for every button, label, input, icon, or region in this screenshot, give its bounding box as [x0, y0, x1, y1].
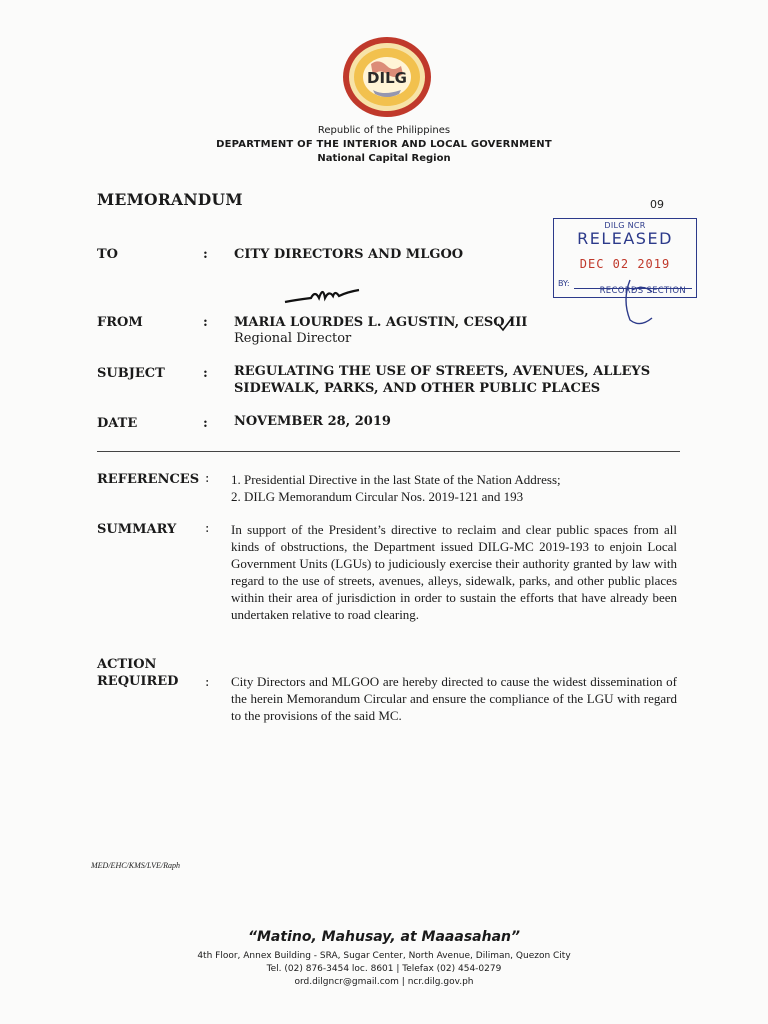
- region-name: National Capital Region: [317, 153, 451, 164]
- reference-initials: MED/EHC/KMS/LVE/Raph: [91, 861, 181, 870]
- stamp-by-label: BY:: [558, 279, 570, 288]
- date-value: NOVEMBER 28, 2019: [234, 414, 391, 429]
- action-label-line-2: REQUIRED: [97, 674, 179, 689]
- summary-label: SUMMARY: [97, 522, 177, 537]
- subject-colon: :: [203, 366, 208, 381]
- stamp-number: 09: [650, 198, 664, 211]
- handwritten-signature: [283, 282, 373, 312]
- republic-line: Republic of the Philippines: [317, 125, 451, 136]
- from-name: MARIA LOURDES L. AGUSTIN, CESO III: [234, 315, 528, 330]
- to-value: CITY DIRECTORS AND MLGOO: [234, 247, 464, 262]
- stamp-status: RELEASED: [577, 229, 673, 248]
- date-label: DATE: [97, 416, 138, 431]
- to-colon: :: [203, 247, 208, 262]
- department-name: DEPARTMENT OF THE INTERIOR AND LOCAL GOVERNMENT: [216, 139, 552, 150]
- stamp-initial-scribble: [612, 276, 662, 328]
- summary-colon: :: [205, 521, 210, 536]
- divider-rule: [97, 451, 680, 452]
- action-label-line-1: ACTION: [97, 657, 157, 672]
- footer-address: 4th Floor, Annex Building - SRA, Sugar Center, North Avenue, Diliman, Quezon City: [197, 951, 571, 961]
- from-label: FROM: [97, 315, 143, 330]
- memo-title: MEMORANDUM: [97, 190, 243, 209]
- to-label: TO: [97, 247, 118, 262]
- from-title: Regional Director: [234, 331, 352, 346]
- subject-line-2: SIDEWALK, PARKS, AND OTHER PUBLIC PLACES: [234, 381, 601, 396]
- references-label: REFERENCES: [97, 472, 200, 487]
- summary-text: In support of the President’s directive to reclaim and clear public spaces from all kinds of obstructions, the Department issued DILG-MC 2019-193 to enjoin Local Government Units (LGUs) to judiciously exercise their authority granted by law with regard to the use of streets, avenues, alleys, sidewalk, parks, and other public places within their area of jurisdiction in order to sustain the efforts that have already been undertaken relative to road clearing.: [231, 522, 677, 622]
- reference-item: 1. Presidential Directive in the last State of the Nation Address;: [231, 472, 561, 487]
- footer-contact: ord.dilgncr@gmail.com | ncr.dilg.gov.ph: [294, 977, 474, 987]
- stamp-section: RECORDS SECTION: [599, 286, 686, 296]
- date-colon: :: [203, 416, 208, 431]
- reference-item: 2. DILG Memorandum Circular Nos. 2019-121 and 193: [231, 489, 524, 504]
- from-colon: :: [203, 315, 208, 330]
- stamp-date: DEC 02 2019: [579, 257, 671, 271]
- references-list: [231, 471, 677, 505]
- dilg-seal-logo: [341, 36, 433, 118]
- subject-line-1: REGULATING THE USE OF STREETS, AVENUES, ALLEYS: [234, 364, 651, 379]
- seal-text: DILG: [367, 69, 407, 87]
- motto: “Matino, Mahusay, at Maaasahan”: [247, 929, 521, 945]
- subject-label: SUBJECT: [97, 366, 165, 381]
- stamp-office: DILG NCR: [604, 221, 646, 230]
- footer-phone: Tel. (02) 876-3454 loc. 8601 | Telefax (02) 454-0279: [266, 964, 502, 974]
- action-colon: :: [205, 675, 210, 690]
- action-text: City Directors and MLGOO are hereby directed to cause the widest dissemination of the herein Memorandum Circular and ensure the compliance of the LGU with regard to the provisions of the said MC.: [231, 674, 677, 723]
- check-mark-icon: [496, 316, 514, 332]
- references-colon: :: [205, 471, 210, 486]
